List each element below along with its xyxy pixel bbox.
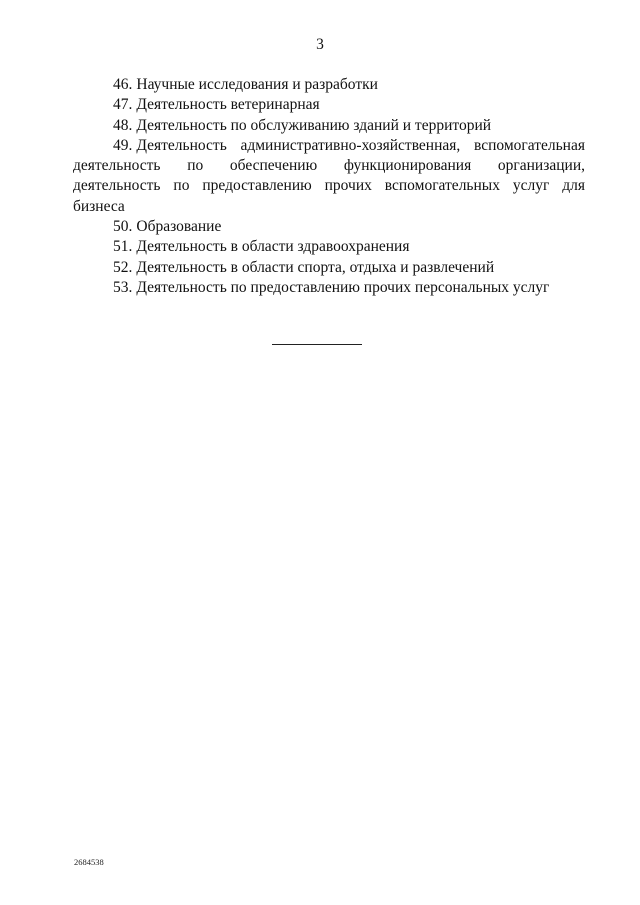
item-number: 53. — [113, 278, 133, 296]
list-item — [73, 217, 585, 237]
list-item — [73, 258, 585, 278]
list-item — [73, 95, 585, 115]
item-text: Деятельность в области спорта, отдыха и развлечений — [136, 258, 495, 276]
item-text: Научные исследования и разработки — [136, 76, 378, 93]
list-item — [73, 237, 585, 257]
item-text: Образование — [136, 218, 222, 236]
item-number: 47. — [113, 96, 133, 114]
item-text: Деятельность административно-хозяйственная, вспомогательная деятельность по обеспечению функционирования организации, деятельность по предоставлению прочих вспомогательных услуг для бизнеса — [73, 136, 585, 215]
item-text: Деятельность ветеринарная — [136, 96, 320, 114]
item-text: Деятельность по предоставлению прочих персональных услуг — [136, 278, 550, 296]
item-number: 51. — [113, 238, 133, 256]
list-item — [73, 75, 585, 95]
item-text: Деятельность в области здравоохранения — [136, 238, 410, 256]
activity-list — [73, 75, 585, 298]
list-item — [73, 278, 585, 298]
item-number: 46. — [113, 76, 133, 93]
document-code: 2684538 — [74, 857, 104, 867]
end-separator-line — [272, 344, 362, 345]
item-number: 50. — [113, 218, 133, 236]
page-number: 3 — [316, 36, 324, 53]
item-number: 48. — [113, 116, 133, 134]
item-number: 49. — [113, 136, 133, 154]
list-item — [73, 136, 585, 217]
item-number: 52. — [113, 258, 133, 276]
list-item — [73, 116, 585, 136]
item-text: Деятельность по обслуживанию зданий и территорий — [136, 116, 492, 134]
